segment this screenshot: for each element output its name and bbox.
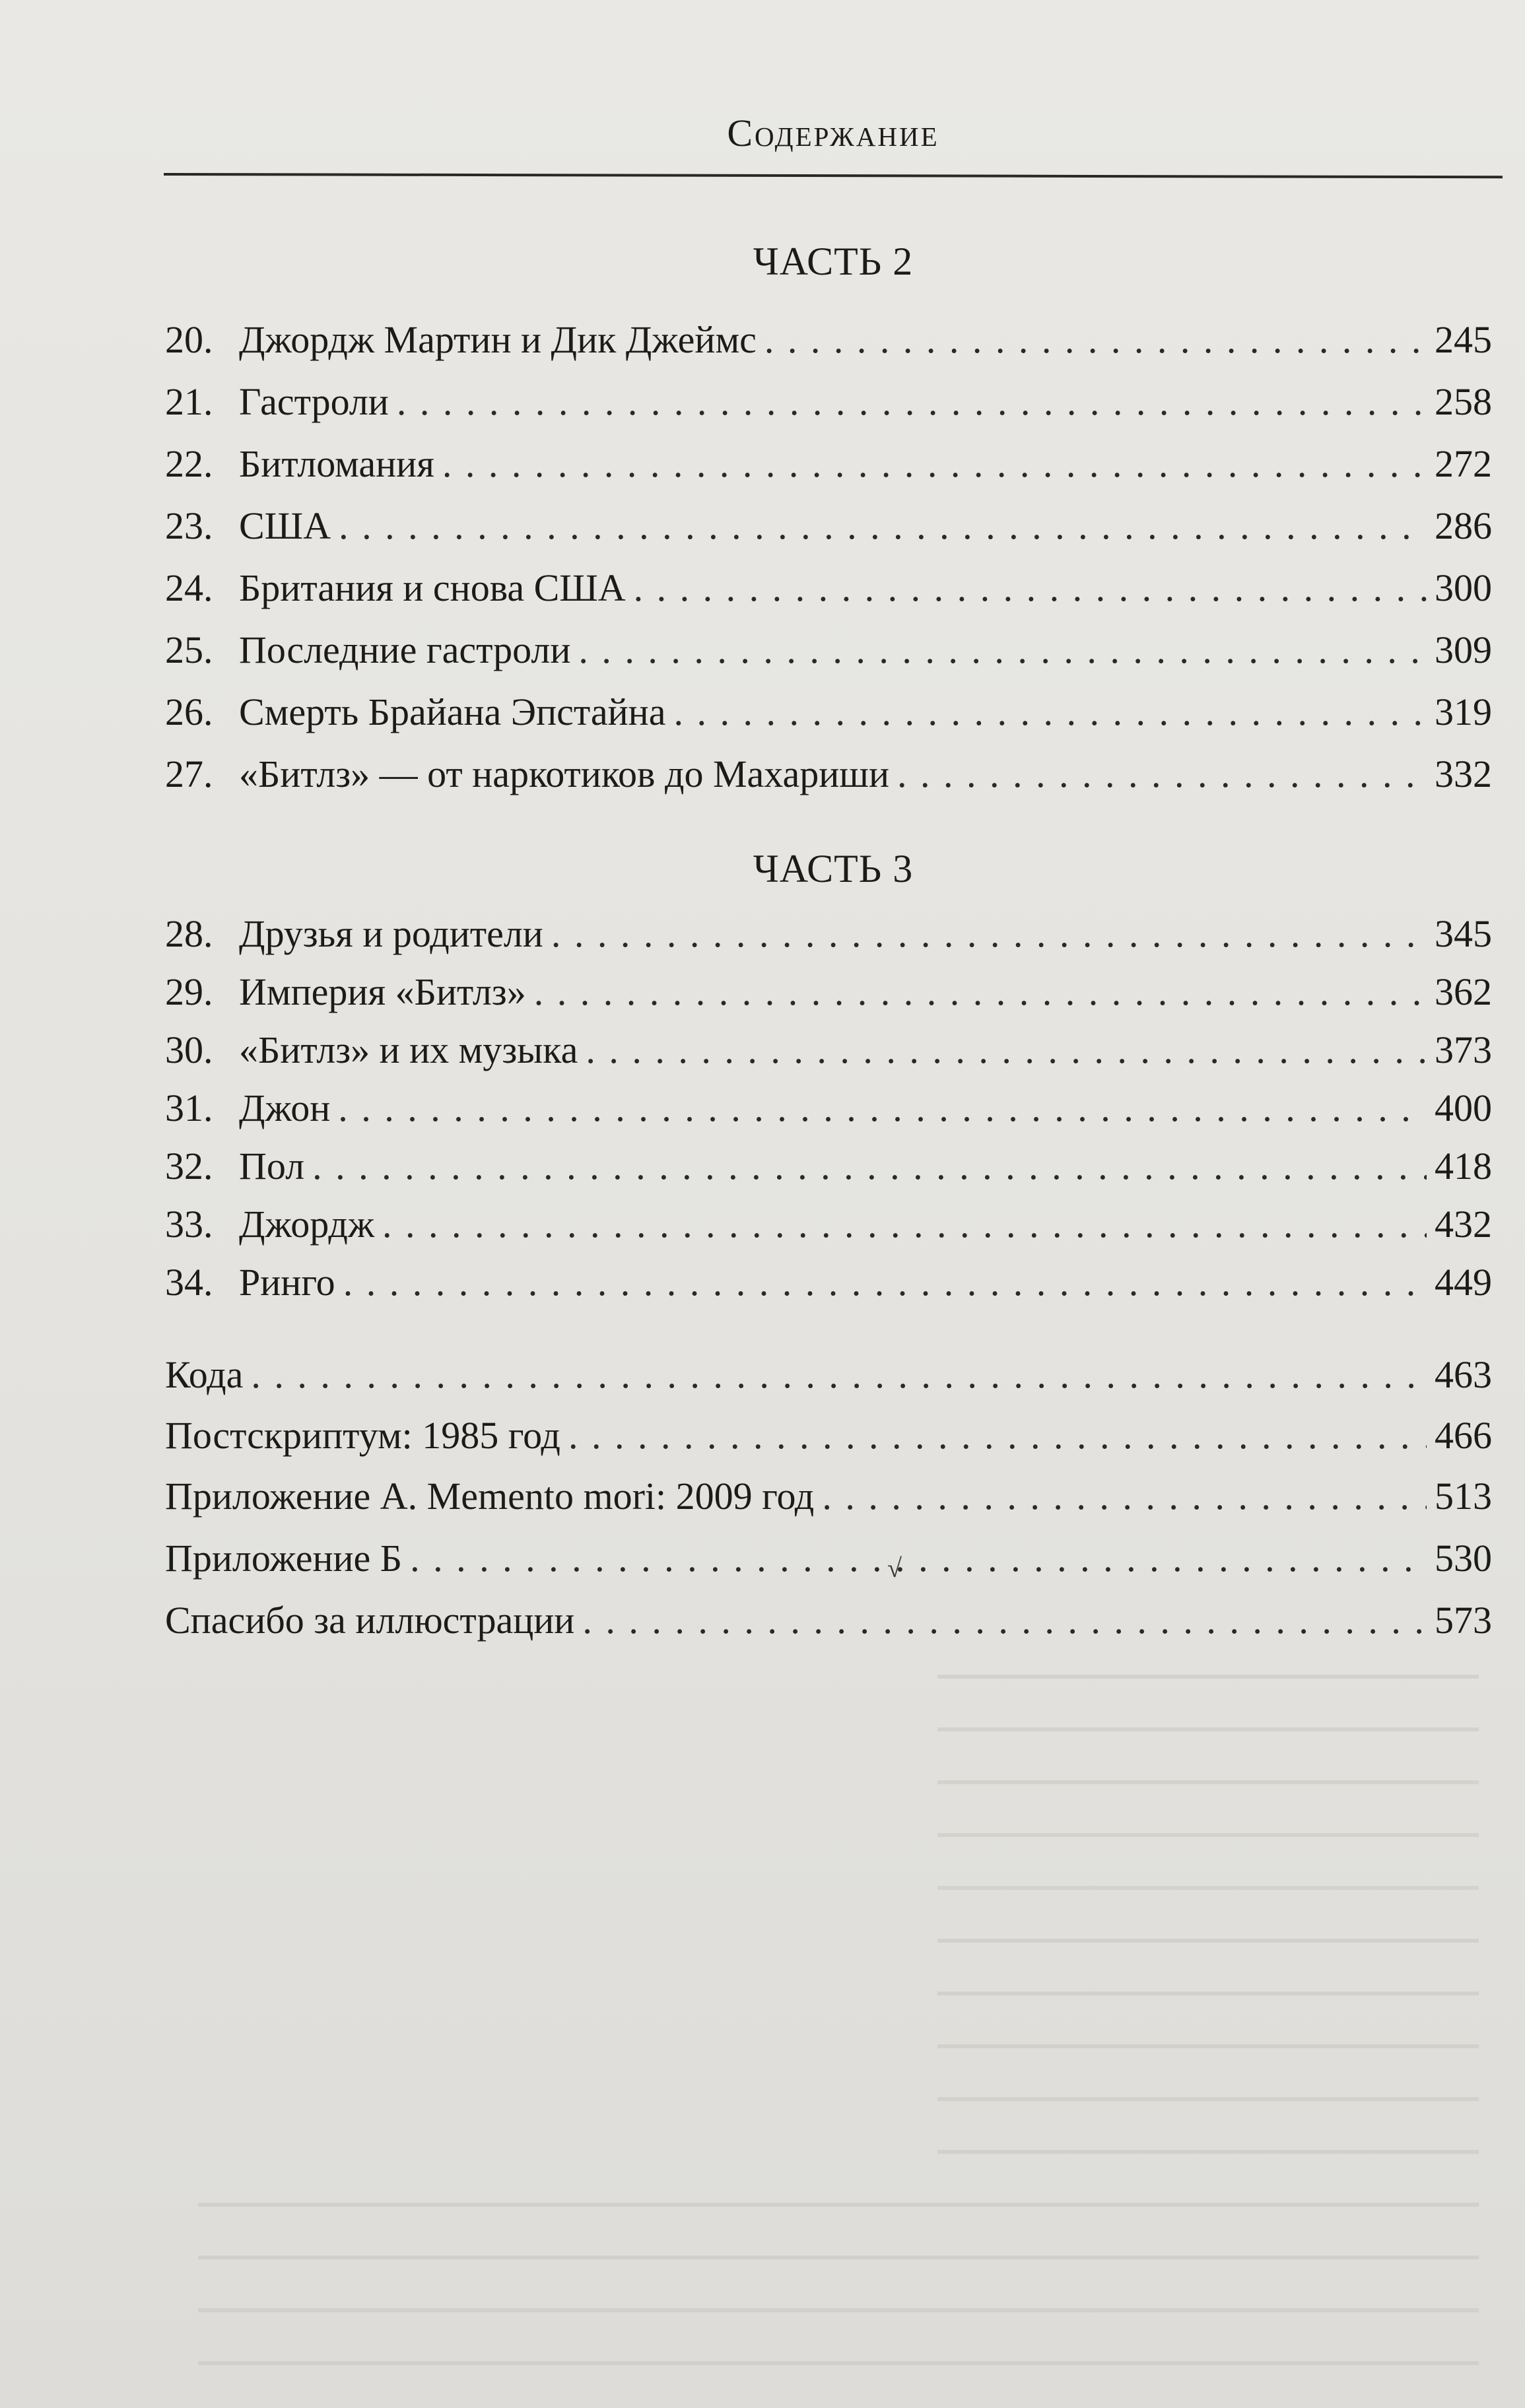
toc-entry-number: 29. [165, 970, 213, 1013]
toc-entry[interactable] [165, 1199, 1492, 1250]
toc-entry-page: 400 [1435, 1087, 1492, 1129]
toc-entry-title: Ринго [239, 1261, 335, 1304]
part-2-heading: ЧАСТЬ 2 [753, 240, 914, 283]
toc-entry-page: 345 [1435, 912, 1492, 955]
pencil-checkmark: √ [887, 1553, 902, 1583]
toc-entry-page: 286 [1435, 504, 1492, 547]
toc-entry-title: Спасибо за иллюстрации [165, 1599, 575, 1642]
dot-leader [673, 686, 1427, 738]
dot-leader [382, 1199, 1427, 1250]
toc-entry[interactable] [165, 438, 1492, 490]
dot-leader [312, 1141, 1427, 1192]
dot-leader [551, 908, 1427, 960]
toc-entry-number: 32. [165, 1145, 213, 1187]
toc-entry-page: 309 [1435, 628, 1492, 671]
toc-entry[interactable] [165, 562, 1492, 614]
toc-entry[interactable] [165, 1533, 1492, 1584]
dot-leader [586, 1024, 1427, 1076]
toc-entry[interactable] [165, 1083, 1492, 1134]
toc-entry-page: 245 [1435, 318, 1492, 361]
toc-entry-number: 31. [165, 1087, 213, 1129]
toc-entry-number: 22. [165, 442, 213, 485]
toc-entry-title: Битломания [239, 442, 434, 485]
toc-entry-title: Последние гастроли [239, 628, 571, 671]
toc-entry[interactable] [165, 1141, 1492, 1192]
toc-entry-title: Джон [239, 1087, 331, 1129]
toc-entry-number: 24. [165, 566, 213, 609]
dot-leader [568, 1410, 1427, 1461]
dot-leader [339, 500, 1427, 552]
toc-entry-title: Империя «Битлз» [239, 970, 526, 1013]
toc-entry-page: 418 [1435, 1145, 1492, 1187]
dot-leader [764, 314, 1427, 366]
dot-leader [534, 966, 1427, 1018]
dot-leader [897, 749, 1427, 800]
toc-entry-number: 25. [165, 628, 213, 671]
toc-entry-number: 20. [165, 318, 213, 361]
toc-entry-page: 272 [1435, 442, 1492, 485]
toc-entry[interactable] [165, 1257, 1492, 1308]
toc-entry-number: 30. [165, 1028, 213, 1071]
running-head: Содержание [727, 112, 939, 154]
toc-entry[interactable] [165, 376, 1492, 428]
header-rule [164, 173, 1503, 178]
toc-entry-page: 449 [1435, 1261, 1492, 1304]
toc-entry-page: 573 [1435, 1599, 1492, 1642]
toc-entry-page: 466 [1435, 1414, 1492, 1457]
toc-entry[interactable] [165, 686, 1492, 738]
dot-leader [410, 1533, 1427, 1584]
toc-entry[interactable] [165, 500, 1492, 552]
dot-leader [582, 1595, 1427, 1646]
toc-entry-page: 530 [1435, 1537, 1492, 1580]
toc-entry-title: Приложение А. Memento mori: 2009 год [165, 1475, 815, 1518]
toc-entry-page: 362 [1435, 970, 1492, 1013]
dot-leader [338, 1083, 1427, 1134]
toc-entry[interactable] [165, 314, 1492, 366]
toc-entry-page: 432 [1435, 1203, 1492, 1246]
toc-entry-title: «Битлз» и их музыка [239, 1028, 578, 1071]
toc-entry-title: Смерть Брайана Эпстайна [239, 690, 666, 733]
toc-entry-title: Постскриптум: 1985 год [165, 1414, 560, 1457]
toc-entry-title: Друзья и родители [239, 912, 543, 955]
dot-leader [442, 438, 1427, 490]
toc-entry-page: 463 [1435, 1353, 1492, 1396]
dot-leader [343, 1257, 1427, 1308]
toc-entry[interactable] [165, 624, 1492, 676]
toc-entry[interactable] [165, 749, 1492, 800]
toc-entry[interactable] [165, 1024, 1492, 1076]
toc-entry-title: Джордж Мартин и Дик Джеймс [239, 318, 757, 361]
toc-entry-title: Джордж [239, 1203, 375, 1246]
part-3-heading: ЧАСТЬ 3 [753, 847, 914, 890]
toc-entry-number: 34. [165, 1261, 213, 1304]
toc-entry[interactable] [165, 1410, 1492, 1461]
toc-entry-title: США [239, 504, 331, 547]
toc-entry[interactable] [165, 966, 1492, 1018]
toc-entry[interactable] [165, 1595, 1492, 1646]
dot-leader [251, 1349, 1427, 1401]
toc-entry-title: Британия и снова США [239, 566, 626, 609]
toc-entry-page: 373 [1435, 1028, 1492, 1071]
toc-entry-title: Приложение Б [165, 1537, 403, 1580]
toc-entry-title: Гастроли [239, 380, 389, 423]
dot-leader [397, 376, 1427, 428]
toc-entry-page: 332 [1435, 752, 1492, 795]
toc-entry-number: 28. [165, 912, 213, 955]
toc-entry-number: 26. [165, 690, 213, 733]
toc-entry-page: 300 [1435, 566, 1492, 609]
dot-leader [822, 1471, 1427, 1522]
toc-entry-number: 27. [165, 752, 213, 795]
toc-entry[interactable] [165, 1349, 1492, 1401]
toc-entry-title: Пол [239, 1145, 305, 1187]
toc-entry-number: 23. [165, 504, 213, 547]
toc-entry-title: «Битлз» — от наркотиков до Махариши [239, 752, 889, 795]
toc-entry-page: 319 [1435, 690, 1492, 733]
dot-leader [578, 624, 1427, 676]
toc-entry-number: 33. [165, 1203, 213, 1246]
toc-entry[interactable] [165, 908, 1492, 960]
toc-entry-page: 513 [1435, 1475, 1492, 1518]
toc-entry-page: 258 [1435, 380, 1492, 423]
toc-entry[interactable] [165, 1471, 1492, 1522]
toc-entry-title: Кода [165, 1353, 244, 1396]
dot-leader [634, 562, 1427, 614]
toc-entry-number: 21. [165, 380, 213, 423]
